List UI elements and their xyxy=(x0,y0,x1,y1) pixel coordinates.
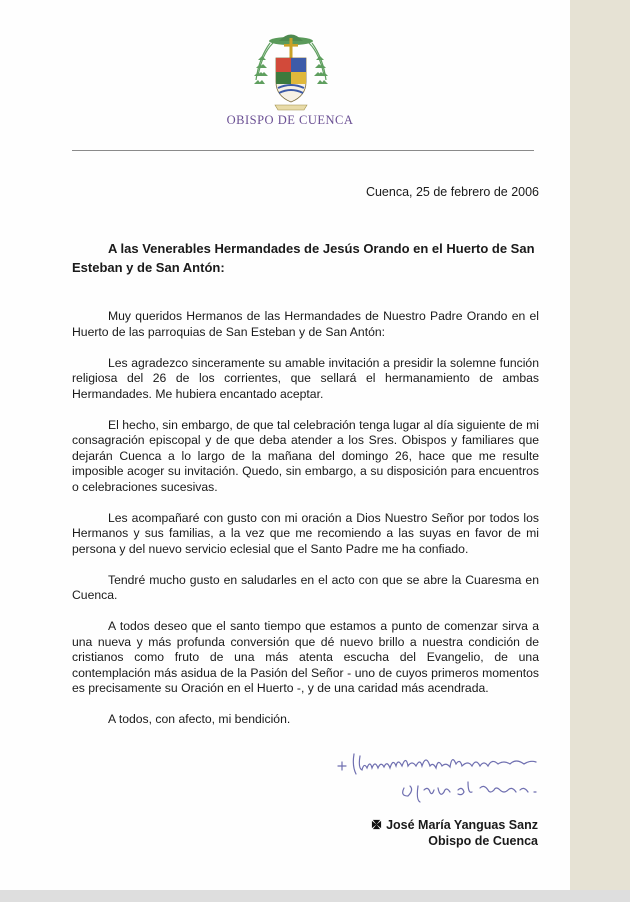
paragraph-lent-wishes: A todos deseo que el santo tiempo que estamos a punto de comenzar sirva a una nueva y más profunda conversión que dé nuevo brillo a nuestra condición de cristianos como fruto de una más atenta escucha del Evangelio, de una contemplación más asidua de la Pasión del Señor - uno de cuyos primeros momentos es precisamente su Oración en el Huerto -, y de una caridad más acendrada. xyxy=(72,619,539,695)
signer-name: José María Yanguas Sanz xyxy=(386,818,538,832)
paragraph-prayer: Les acompañaré con gusto con mi oración a Dios Nuestro Señor por todos los Hermanos y sus familias, a la vez que me recomiendo a las suyas en favor de mi persona y del nuevo servicio eclesial que el Santo Padre me ha confiado. xyxy=(72,510,539,556)
page-bottom-edge xyxy=(0,890,630,902)
signer-title: Obispo de Cuenca xyxy=(428,834,538,848)
signer-block xyxy=(300,817,538,849)
letterhead-divider xyxy=(72,150,534,151)
episcopal-coat-of-arms-icon xyxy=(248,24,334,116)
signer-name-line xyxy=(300,817,538,833)
paragraph-greeting: Tendré mucho gusto en saludarles en el acto con que se abre la Cuaresma en Cuenca. xyxy=(72,572,539,602)
letterhead-caption: OBISPO DE CUENCA xyxy=(226,113,354,127)
paragraph-thanks: Les agradezco sinceramente su amable invitación a presidir la solemne función religiosa del 26 de los corrientes, que sellará el hermanamiento de ambas Hermandades. Me hubiera encantado aceptar. xyxy=(72,355,539,401)
letter-body xyxy=(72,309,539,743)
handwritten-signature xyxy=(334,752,546,808)
letter-addressee: A las Venerables Hermandades de Jesús Orando en el Huerto de San Esteban y de San Antón: xyxy=(72,241,535,275)
paragraph-blessing: A todos, con afecto, mi bendición. xyxy=(108,712,291,726)
letter-date: Cuenca, 25 de febrero de 2006 xyxy=(365,185,539,199)
paragraph-salutation: Muy queridos Hermanos de las Hermandades de Nuestro Padre Orando en el Huerto de las parroquias de San Esteban y de San Antón: xyxy=(72,309,539,339)
page-background-edge xyxy=(568,0,630,902)
maltese-cross-icon xyxy=(371,819,382,830)
paragraph-excuse: El hecho, sin embargo, de que tal celebración tenga lugar al día siguiente de mi consagración episcopal y de que deba atender a los Sres. Obispos y familiares que dejarán Cuenca a lo largo de la mañana del domingo 26, hace que me resulte imposible acoger su invitación. Quedo, sin embargo, a su disposición para encuentros o celebraciones sucesivas. xyxy=(72,417,539,494)
